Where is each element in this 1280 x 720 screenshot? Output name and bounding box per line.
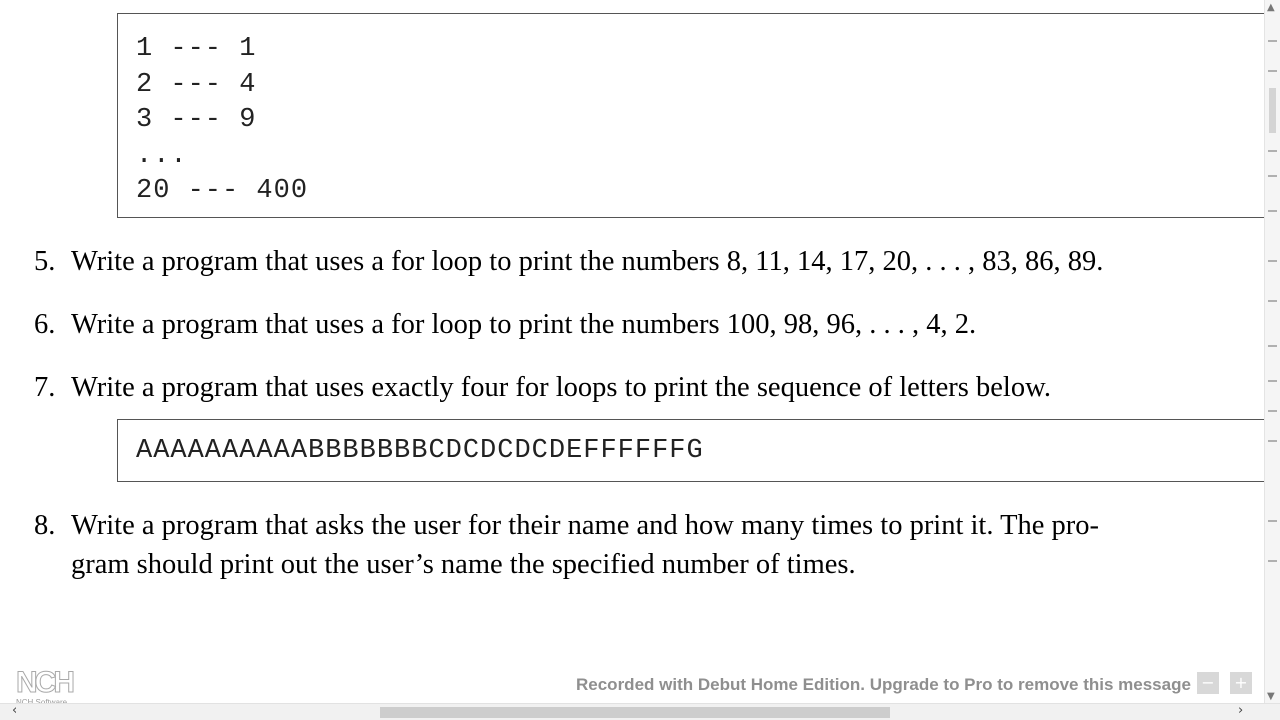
- problem-number: 8.: [34, 510, 56, 541]
- problem-text: Write a program that uses exactly four for loops to print the sequence of letters below.: [71, 372, 1051, 403]
- code-line: 3 --- 9: [136, 105, 257, 135]
- scroll-marker: [1268, 560, 1277, 562]
- scroll-left-icon[interactable]: ‹: [12, 703, 18, 718]
- scroll-marker: [1268, 150, 1277, 152]
- zoom-out-icon[interactable]: −: [1197, 672, 1219, 694]
- scroll-down-icon[interactable]: ▼: [1267, 691, 1275, 702]
- scroll-marker: [1268, 520, 1277, 522]
- scroll-marker: [1268, 260, 1277, 262]
- problem-number: 7.: [34, 372, 56, 403]
- nch-logo: [16, 668, 76, 708]
- horizontal-scroll-thumb[interactable]: [380, 707, 890, 718]
- scroll-up-icon[interactable]: ▲: [1267, 2, 1275, 13]
- vertical-scrollbar[interactable]: [1264, 0, 1280, 704]
- scroll-marker: [1268, 440, 1277, 442]
- output-code-box: [117, 13, 1277, 218]
- problem-number: 6.: [34, 309, 56, 340]
- problem-text-line: Write a program that asks the user for their name and how many times to print it. The pro-: [71, 510, 1100, 541]
- scroll-marker: [1268, 345, 1277, 347]
- code-line: 1 --- 1: [136, 34, 257, 64]
- recording-watermark: Recorded with Debut Home Edition. Upgrade to Pro to remove this message: [576, 675, 1191, 694]
- vertical-scroll-thumb[interactable]: [1269, 88, 1276, 133]
- code-line: ...: [136, 140, 188, 171]
- zoom-in-icon[interactable]: +: [1230, 672, 1252, 694]
- problem-text: Write a program that uses a for loop to print the numbers 100, 98, 96, . . . , 4, 2.: [71, 309, 977, 340]
- scroll-marker: [1268, 300, 1277, 302]
- problem-number: 5.: [34, 246, 56, 277]
- nch-logo-mark: NCH: [16, 666, 72, 699]
- horizontal-scrollbar[interactable]: [0, 703, 1280, 720]
- problem-text: [71, 506, 1271, 584]
- scroll-marker: [1268, 70, 1277, 72]
- problem-text-line: gram should print out the user’s name the specified number of times.: [71, 549, 856, 580]
- scroll-marker: [1268, 210, 1277, 212]
- scroll-marker: [1268, 380, 1277, 382]
- scroll-marker: [1268, 410, 1277, 412]
- code-line: 20 --- 400: [136, 176, 309, 206]
- code-line: 2 --- 4: [136, 69, 257, 100]
- letters-code-box: AAAAAAAAAABBBBBBBCDCDCDCDEFFFFFFG: [117, 419, 1277, 482]
- scroll-marker: [1268, 175, 1277, 177]
- scroll-marker: [1268, 40, 1277, 42]
- problem-text: Write a program that uses a for loop to print the numbers 8, 11, 14, 17, 20, . . . , 83, 86, 89.: [71, 246, 1104, 277]
- scroll-right-icon[interactable]: ›: [1238, 703, 1244, 718]
